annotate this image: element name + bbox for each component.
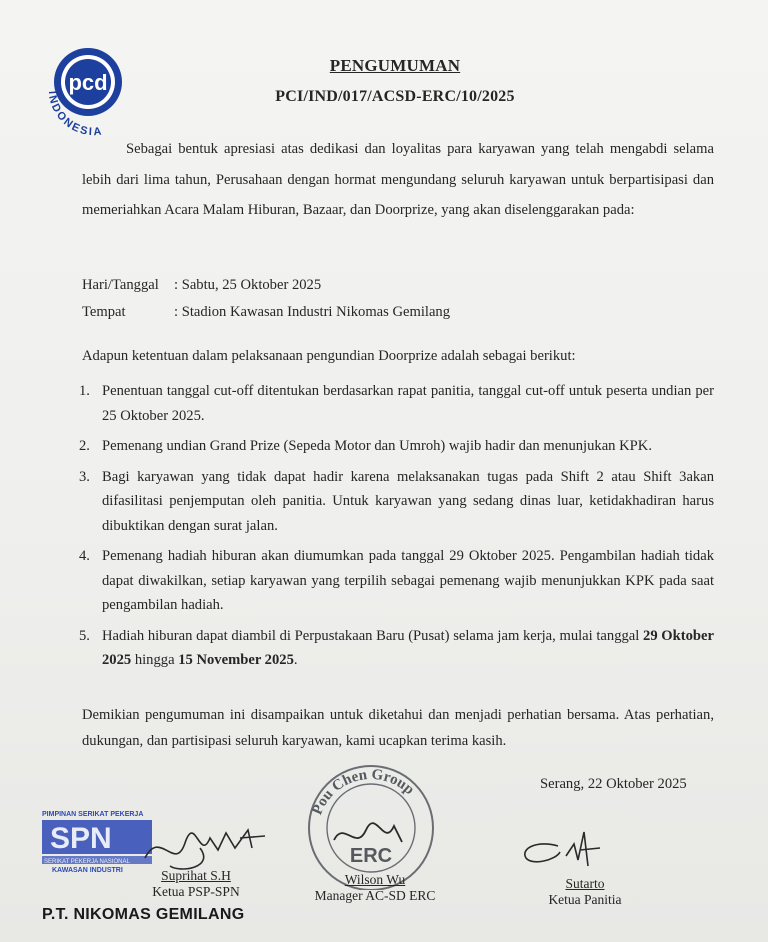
opening-paragraph: Sebagai bentuk apresiasi atas dedikasi dan loyalitas para karyawan yang telah mengabdi selama lebih dari lima tahun, Perusahaan dengan hormat mengundang seluruh karyawan untuk berpartisipasi dan memeriahkan Acara Malam Hiburan, Bazaar, dan Doorprize, yang akan diselenggarakan pada: [82,141,714,218]
list-item-text [102,628,714,669]
event-place-row [82,304,450,321]
list-item-text: Penentuan tanggal cut-off ditentukan berdasarkan rapat panitia, tanggal cut-off untuk peserta undian per 25 Oktober 2025. [102,383,714,424]
event-place-value: : Stadion Kawasan Industri Nikomas Gemilang [174,304,451,320]
document-reference-number: PCI/IND/017/ACSD-ERC/10/2025 [275,88,515,105]
rules-list [79,379,714,679]
list-item-number: 3. [79,468,90,485]
event-date-row [82,277,321,294]
document-title: PENGUMUMAN [329,56,461,75]
union-stamp-bottom-text: SERIKAT PEKERJA NASIONAL [44,859,130,865]
signatory-suprihat [136,868,256,900]
list-item-text: Bagi karyawan yang tidak dapat hadir karena melaksanakan tugas pada Shift 2 atau Shift 3akan difasilitasi penjemputan oleh panitia. Untuk karyawan yang sedang dinas luar, ketidakhadiran harus dibuktikan dengan surat jalan. [102,468,714,534]
list-item-text: Pemenang undian Grand Prize (Sepeda Motor dan Umroh) wajib hadir dan menunjukan KPK. [102,438,652,454]
list-item [79,434,714,459]
signatory-name: Wilson Wu [344,872,406,887]
rules-intro: Adapun ketentuan dalam pelaksanaan pengundian Doorprize adalah sebagai berikut: [82,348,576,364]
company-stamp-icon [296,760,446,890]
signatory-wilson-wu [300,872,450,904]
signatory-name: Suprihat S.H [161,868,231,883]
closing-paragraph: Demikian pengumuman ini disampaikan untuk diketahui dan menjadi perhatian bersama. Atas perhatian, dukungan, dan partisipasi seluruh karyawan, kami ucapkan terima kasih. [82,707,714,749]
union-stamp-area-text: KAWASAN INDUSTRI [52,867,123,874]
event-date-value: : Sabtu, 25 Oktober 2025 [174,277,322,293]
list-item-number: 1. [79,383,90,399]
signatory-sutarto [530,876,640,908]
list-item-number: 2. [79,438,90,454]
union-stamp-logo-text: SPN [50,822,112,855]
place-and-date: Serang, 22 Oktober 2025 [540,776,687,792]
logo-ring-text: INDONESIA [45,90,104,139]
list-item-text-part: Hadiah hiburan dapat diambil di Perpustakaan Baru (Pusat) selama jam kerja, mulai tanggal [102,627,644,644]
list-item-number: 5. [79,627,90,644]
list-item-text: Pemenang hadiah hiburan akan diumumkan pada tanggal 29 Oktober 2025. Pengambilan hadiah tidak dapat diwakilkan, setiap karyawan yang terpilih sebagai pemenang wajib menunjukkan KPK pada saat pengambilan hadiah. [102,548,714,613]
logo-initials: pcd [68,70,108,95]
signatory-role: Ketua Panitia [548,892,622,907]
list-item [79,544,714,618]
event-date-label: Hari/Tanggal [82,277,159,293]
signatory-role: Manager AC-SD ERC [314,888,436,903]
event-place-label: Tempat [82,304,126,320]
pickup-start-date: 29 Oktober 2025 [102,627,714,668]
signatory-role: Ketua PSP-SPN [152,884,240,899]
company-stamp-center-text: ERC [349,845,393,867]
list-item [79,624,714,673]
company-footer-name: P.T. NIKOMAS GEMILANG [42,906,245,923]
list-item-text-part: . [293,652,298,668]
union-stamp-top-text: PIMPINAN SERIKAT PEKERJA [42,811,144,818]
pickup-end-date: 15 November 2025 [178,652,294,668]
list-item-number: 4. [79,548,90,564]
list-item [79,465,714,539]
signatory-name: Sutarto [565,876,605,891]
list-item-text-part: hingga [131,652,179,668]
company-stamp-ring-text: Pou Chen Group [309,766,418,818]
signature-sutarto-icon [518,826,608,874]
pcd-indonesia-logo-icon [40,40,148,148]
list-item [79,379,714,428]
